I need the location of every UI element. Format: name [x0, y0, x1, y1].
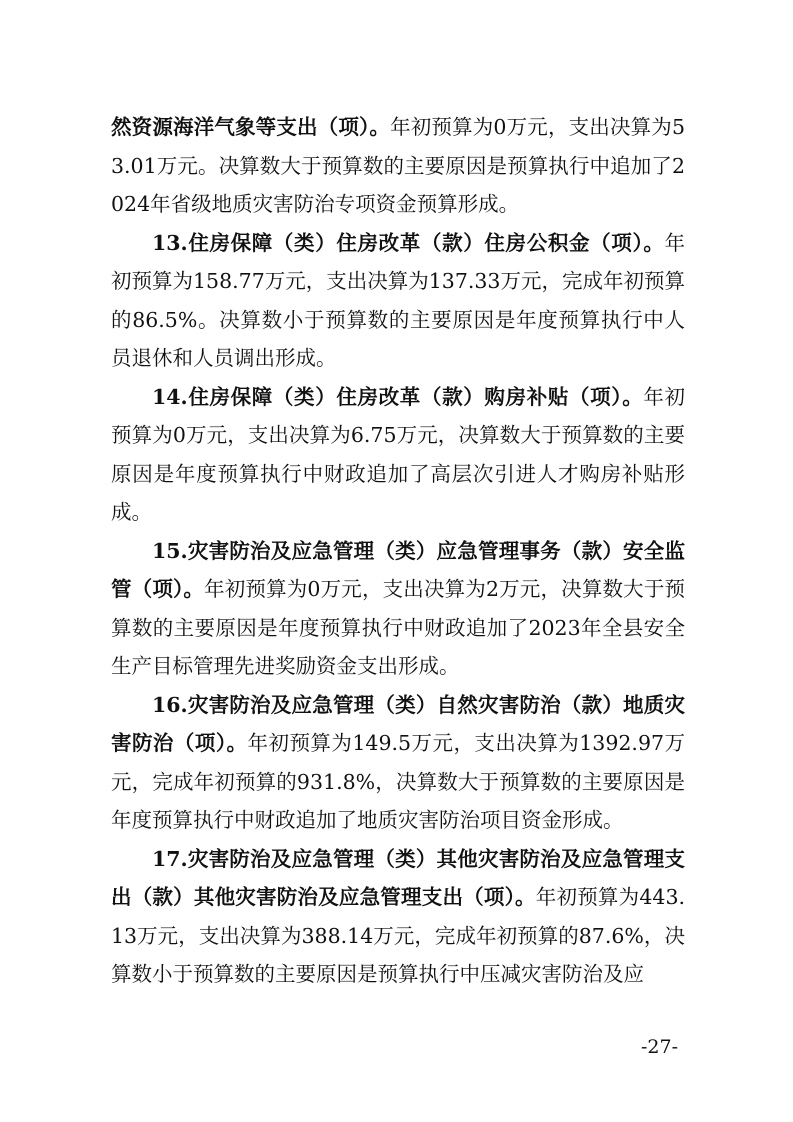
page-number: -27- [640, 1036, 678, 1058]
paragraph-text: 年初预算为158.77万元，支出决算为137.33万元，完成年初预算的86.5%。决算数小于预算数的主要原因是年度预算执行中人员退休和人员调出形成。 [111, 230, 685, 370]
paragraph-text: 年初预算为0万元，支出决算为6.75万元，决算数大于预算数的主要原因是年度预算执行中财政追加了高层次引进人才购房补贴形成。 [111, 384, 685, 524]
paragraph-item-16 [111, 686, 685, 840]
paragraph-heading: 16.灾害防治及应急管理（类）自然灾害防治（款）地质灾害防治（项）。 [111, 692, 685, 755]
paragraph-item-17 [111, 840, 685, 994]
paragraph-text: 年初预算为149.5万元，支出决算为1392.97万元，完成年初预算的931.8%，决算数大于预算数的主要原因是年度预算执行中财政追加了地质灾害防治项目资金形成。 [111, 731, 686, 832]
paragraph-heading: 17.灾害防治及应急管理（类）其他灾害防治及应急管理支出（款）其他灾害防治及应急管理支出（项）。 [111, 846, 685, 909]
paragraph-heading: 然资源海洋气象等支出（项）。 [111, 115, 391, 139]
paragraph-text: 年初预算为0万元，支出决算为2万元，决算数大于预算数的主要原因是年度预算执行中财政追加了2023年全县安全生产目标管理先进奖励资金支出形成。 [111, 577, 686, 678]
paragraph-text: 年初预算为443.13万元，支出决算为388.14万元，完成年初预算的87.6%，决算数小于预算数的主要原因是预算执行中压减灾害防治及应 [111, 885, 686, 986]
paragraph-heading: 13.住房保障（类）住房改革（款）住房公积金（项）。 [152, 230, 665, 255]
paragraph-text: 年初预算为0万元，支出决算为53.01万元。决算数大于预算数的主要原因是预算执行中追加了2024年省级地质灾害防治专项资金预算形成。 [111, 115, 685, 216]
paragraph-item-14 [111, 378, 685, 532]
paragraph-heading: 14.住房保障（类）住房改革（款）购房补贴（项）。 [152, 384, 644, 409]
paragraph-heading: 15.灾害防治及应急管理（类）应急管理事务（款）安全监管（项）。 [111, 538, 685, 601]
paragraph-item-15 [111, 532, 685, 686]
document-body [111, 108, 685, 994]
paragraph-item-13 [111, 224, 685, 378]
paragraph-continuation [111, 108, 685, 224]
